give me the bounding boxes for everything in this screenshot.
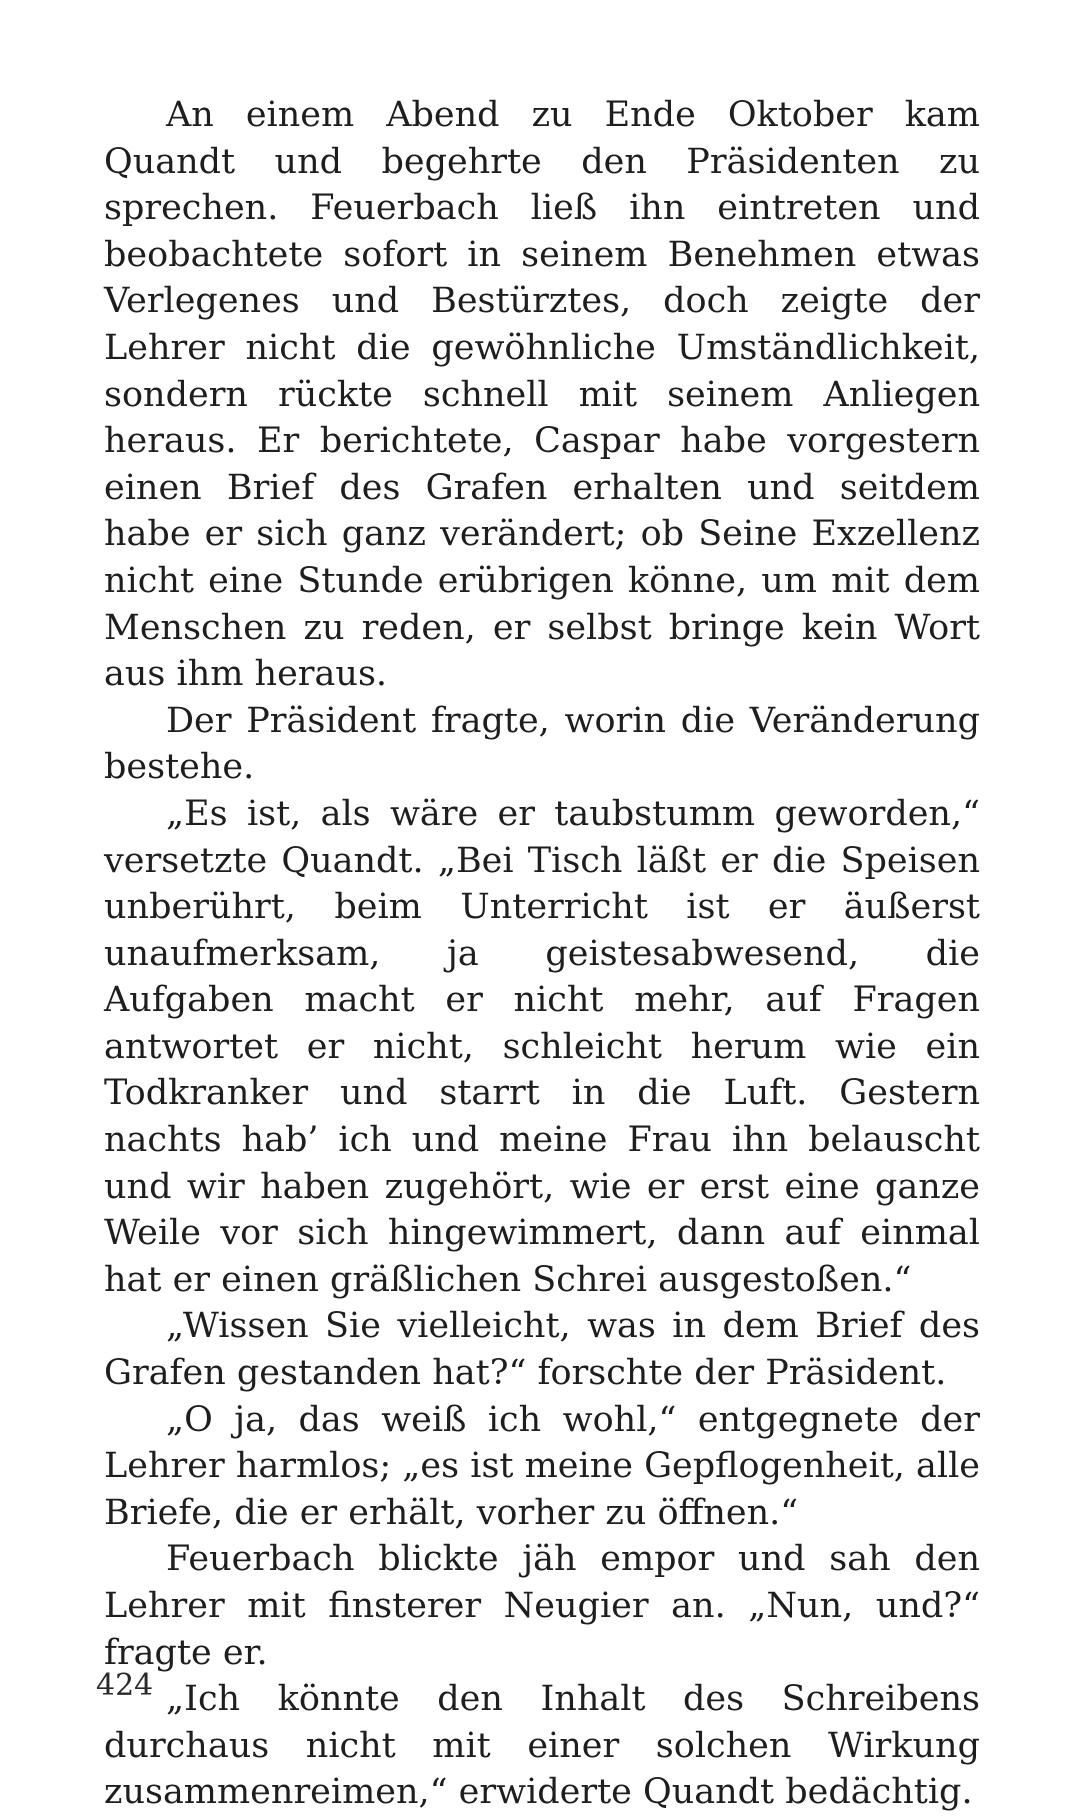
- paragraph-2: Der Präsident fragte, worin die Veränderung bestehe.: [104, 700, 980, 788]
- paragraph-7: „Ich könnte den Inhalt des Schreibens durchaus nicht mit einer solchen Wirkung zusammenreimen,“ erwiderte Quandt bedächtig.: [104, 1679, 980, 1813]
- body-text: [104, 92, 980, 1816]
- paragraph-4: „Wissen Sie vielleicht, was in dem Brief des Grafen gestanden hat?“ forschte der Präsident.: [104, 1306, 980, 1394]
- page-number: 424: [96, 1668, 154, 1703]
- paragraph-6: Feuerbach blickte jäh empor und sah den Lehrer mit finsterer Neugier an. „Nun, und?“ fragte er.: [104, 1539, 980, 1673]
- paragraph-3: „Es ist, als wäre er taubstumm geworden,“ versetzte Quandt. „Bei Tisch läßt er die Speisen unberührt, beim Unterricht ist er äußerst unaufmerksam, ja geistesabwesend, die Aufgaben macht er nicht mehr, auf Fragen antwortet er nicht, schleicht herum wie ein Todkranker und starrt in die Luft. Gestern nachts hab’ ich und meine Frau ihn belauscht und wir haben zugehört, wie er erst eine ganze Weile vor sich hingewimmert, dann auf einmal hat er einen gräßlichen Schrei ausgestoßen.“: [104, 793, 980, 1300]
- paragraph-5: „O ja, das weiß ich wohl,“ entgegnete der Lehrer harmlos; „es ist meine Gepflogenheit, alle Briefe, die er erhält, vorher zu öffnen.“: [104, 1399, 980, 1533]
- paragraph-1: An einem Abend zu Ende Oktober kam Quandt und begehrte den Präsidenten zu sprechen. Feuerbach ließ ihn eintreten und beobachtete sofort in seinem Benehmen etwas Verlegenes und Bestürztes, doch zeigte der Lehrer nicht die gewöhnliche Umständlichkeit, sondern rückte schnell mit seinem Anliegen heraus. Er berichtete, Caspar habe vorgestern einen Brief des Grafen erhalten und seitdem habe er sich ganz verändert; ob Seine Exzellenz nicht eine Stunde erübrigen könne, um mit dem Menschen zu reden, er selbst bringe kein Wort aus ihm heraus.: [104, 95, 980, 695]
